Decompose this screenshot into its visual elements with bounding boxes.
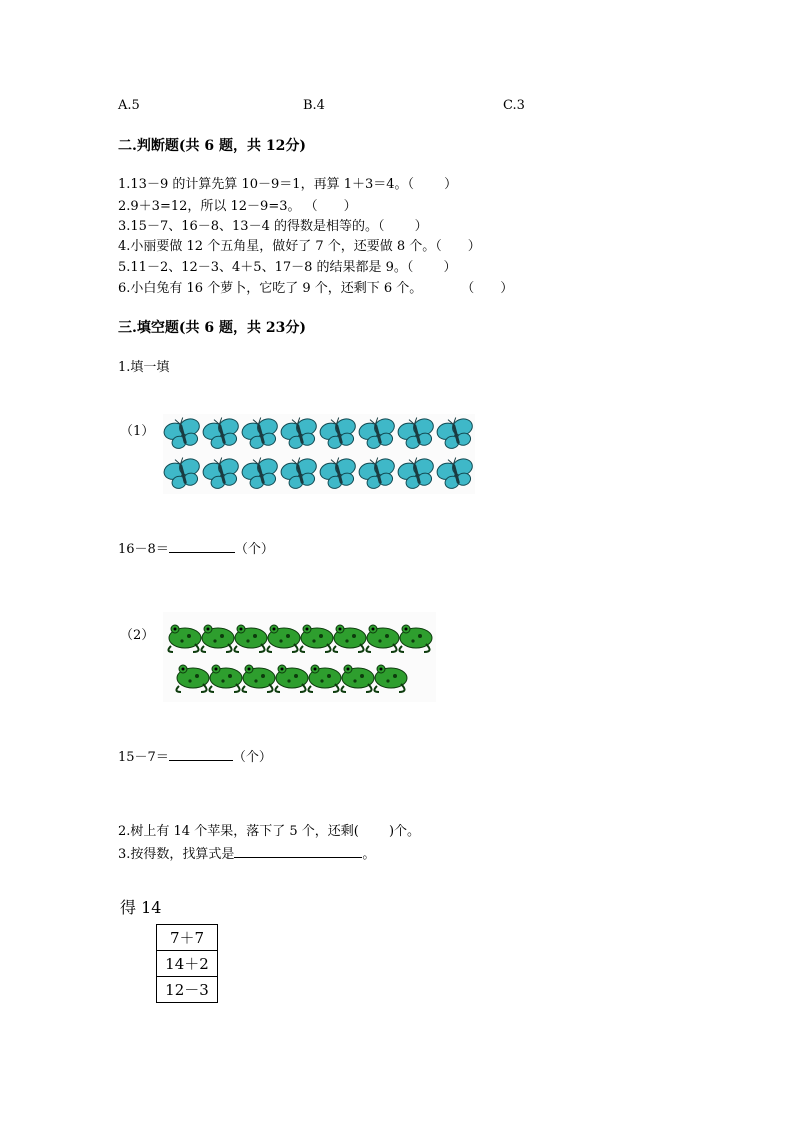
butterflies-svg xyxy=(163,414,475,494)
frog-icon xyxy=(333,625,366,652)
frog-icon xyxy=(300,625,333,652)
frog-icon xyxy=(399,625,432,652)
butterfly-icon xyxy=(395,414,437,451)
butterfly-icon xyxy=(163,414,204,451)
part1-answer-blank[interactable] xyxy=(169,538,235,553)
butterfly-icon xyxy=(239,414,281,451)
part2-eq-text: 15－7＝ xyxy=(118,750,169,765)
frog-icon xyxy=(308,665,341,692)
frog-icon xyxy=(209,665,242,692)
judge-item-4: 4.小丽要做 12 个五角星，做好了 7 个，还要做 8 个。（ ） xyxy=(118,239,481,254)
butterfly-icon xyxy=(395,454,437,491)
q3-text: 3.按得数，找算式是 xyxy=(118,847,235,862)
butterfly-icon xyxy=(434,414,475,451)
q2-text: 2.树上有 14 个苹果，落下了 5 个，还剩( )个。 xyxy=(118,824,421,839)
result-label: 得 14 xyxy=(120,898,162,917)
q3-end: 。 xyxy=(362,847,376,862)
judge-item-5: 5.11－2、12－3、4＋5、17－8 的结果都是 9。（ ） xyxy=(118,260,457,275)
frog-icon xyxy=(234,625,267,652)
section3-title: 三.填空题(共 6 题，共 23分) xyxy=(118,320,306,336)
q3-line xyxy=(118,843,375,865)
frog-picture xyxy=(163,612,436,702)
part2-label: （2） xyxy=(120,628,155,643)
butterfly-icon xyxy=(239,454,281,491)
judge-item-1: 1.13－9 的计算先算 10－9＝1，再算 1＋3＝4。（ ） xyxy=(118,177,458,192)
frog-icon xyxy=(267,625,300,652)
section2-title: 二.判断题(共 6 题，共 12分) xyxy=(118,138,306,154)
judge-item-6: 6.小白兔有 16 个萝卜，它吃了 9 个，还剩下 6 个。 （ ） xyxy=(118,281,514,296)
q3-answer-blank[interactable] xyxy=(234,843,362,858)
frog-icon xyxy=(275,665,308,692)
butterfly-icon xyxy=(278,414,320,451)
expression-option-3[interactable]: 12－3 xyxy=(157,977,218,1003)
frog-icon xyxy=(341,665,374,692)
butterfly-icon xyxy=(356,454,398,491)
butterfly-icon xyxy=(278,454,320,491)
butterfly-icon xyxy=(163,454,204,491)
butterfly-icon xyxy=(200,454,242,491)
part1-equation xyxy=(118,538,274,560)
q1-title: 1.填一填 xyxy=(118,360,170,375)
frog-icon xyxy=(374,665,407,692)
part2-equation xyxy=(118,746,272,768)
butterfly-picture xyxy=(163,414,475,494)
expression-option-2[interactable]: 14＋2 xyxy=(157,951,218,977)
expression-table xyxy=(156,924,218,1003)
butterfly-icon xyxy=(317,454,359,491)
part1-unit: （个） xyxy=(234,542,274,557)
frog-icon xyxy=(168,625,201,652)
butterfly-icon xyxy=(434,454,475,491)
frog-icon xyxy=(366,625,399,652)
judge-item-3: 3.15－7、16－8、13－4 的得数是相等的。（ ） xyxy=(118,219,428,234)
part2-answer-blank[interactable] xyxy=(169,746,233,761)
part1-eq-text: 16－8＝ xyxy=(118,542,169,557)
part2-unit: （个） xyxy=(232,750,272,765)
frogs-svg xyxy=(163,612,436,702)
part1-label: （1） xyxy=(120,424,155,439)
judge-item-2: 2.9＋3=12，所以 12－9=3。 （ ） xyxy=(118,199,357,214)
option-c: C.3 xyxy=(503,98,525,113)
option-b: B.4 xyxy=(303,98,325,113)
butterfly-icon xyxy=(356,414,398,451)
expression-option-1[interactable]: 7＋7 xyxy=(157,925,218,951)
frog-icon xyxy=(176,665,209,692)
frog-icon xyxy=(201,625,234,652)
butterfly-icon xyxy=(200,414,242,451)
frog-icon xyxy=(242,665,275,692)
option-a: A.5 xyxy=(118,98,140,113)
butterfly-icon xyxy=(317,414,359,451)
